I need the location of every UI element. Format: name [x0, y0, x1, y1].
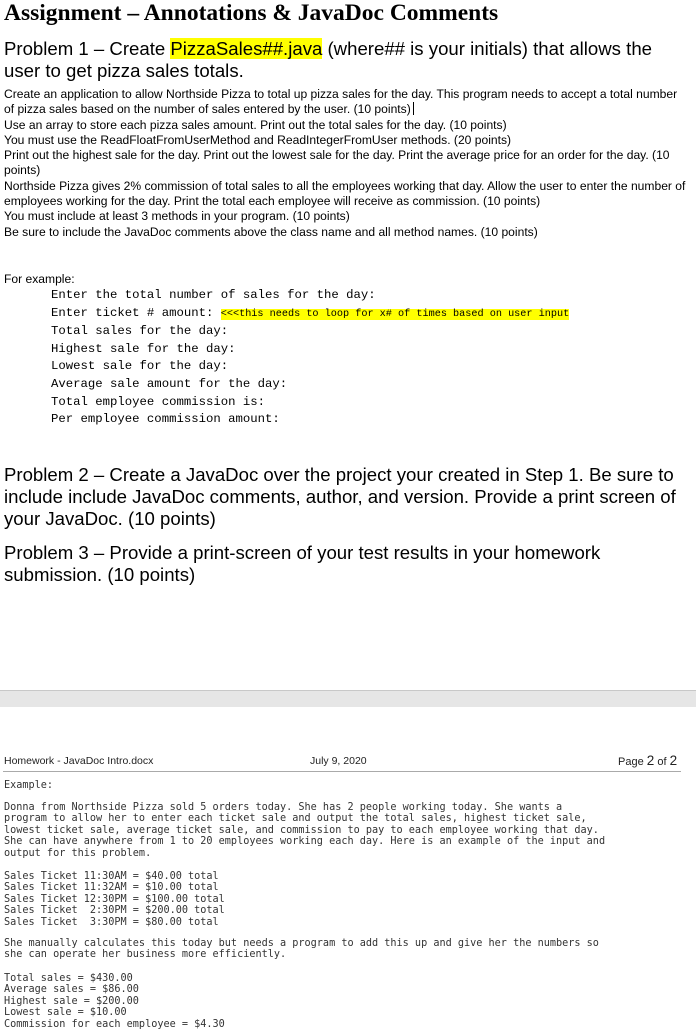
manual-calc-paragraph: She manually calculates this today but needs a program to add this up and give her the numbers so she can operate her business more efficiently. — [4, 938, 599, 961]
example-output-block — [51, 287, 569, 429]
document-title: Assignment – Annotations & JavaDoc Comments — [4, 0, 499, 26]
example-line: Enter ticket # amount: <<<this needs to loop for x# of times based on user input — [51, 305, 570, 320]
example-line: Total employee commission is: — [51, 394, 266, 409]
scenario-paragraph: Donna from Northside Pizza sold 5 orders today. She has 2 people working today. She wants a program to allow her to enter each ticket sale and output the total sales, highest ticket sale, lowest ticket sale, average ticket sale, and commission to pay to each employee working that day. She can have anywhere from 1 to 20 employees working each day. Here is an example of the input and output for this problem. — [4, 802, 606, 859]
highlighted-filename: PizzaSales##.java — [170, 38, 323, 59]
text-cursor — [413, 102, 414, 115]
requirement-line: Be sure to include the JavaDoc comments above the class name and all method names. (10 points) — [4, 224, 538, 239]
sales-tickets-list: Sales Ticket 11:30AM = $40.00 total Sales Ticket 11:32AM = $10.00 total Sales Ticket 12:30PM = $100.00 total Sales Ticket 2:30PM = $200.00 total Sales Ticket 3:30PM = $80.00 total — [4, 871, 225, 928]
problem-1-heading — [4, 38, 684, 82]
example-line: Lowest sale for the day: — [51, 359, 229, 374]
example-line: Total sales for the day: — [51, 324, 229, 339]
requirement-line: Northside Pizza gives 2% commission of total sales to all the employees working that day. Allow the user to enter the number of employees working for the day. Print the total each employee will receive as commission. (10 points) — [4, 178, 686, 209]
requirement-line: You must use the ReadFloatFromUserMethod and ReadIntegerFromUser methods. (20 points) — [4, 132, 512, 147]
problem-2-heading: Problem 2 – Create a JavaDoc over the project your created in Step 1. Be sure to include include JavaDoc comments, author, and version. Provide a print screen of your JavaDoc. (10 points) — [4, 464, 676, 529]
page-separator — [0, 690, 696, 708]
example-line: Average sale amount for the day: — [51, 376, 288, 391]
requirements-list — [4, 87, 688, 240]
expected-results: Total sales = $430.00 Average sales = $86.00 Highest sale = $200.00 Lowest sale = $10.00 Commission for each employee = $4.30 — [4, 973, 225, 1030]
example-line: Highest sale for the day: — [51, 341, 236, 356]
for-example-label: For example: — [4, 272, 75, 286]
requirement-line: You must include at least 3 methods in your program. (10 points) — [4, 209, 350, 224]
header-filename: Homework - JavaDoc Intro.docx — [4, 755, 154, 767]
example-label: Example: — [4, 780, 54, 791]
problem-1-prefix: Problem 1 – Create — [4, 38, 171, 59]
requirement-line: Print out the highest sale for the day. Print out the lowest sale for the day. Print the average price for an order for the day. (10 points) — [4, 148, 670, 178]
loop-note-highlight: <<<this needs to loop for x# of times based on user input — [220, 308, 570, 320]
example-line: Enter the total number of sales for the day: — [51, 288, 376, 302]
header-page-number: Page 2 of 2 — [618, 753, 678, 768]
problem-3-heading: Problem 3 – Provide a print-screen of your test results in your homework submission. (10 points) — [4, 542, 601, 585]
problem-1-suffix: (where## is your initials) that allows the user to get pizza sales totals. — [4, 38, 652, 81]
requirement-line: Create an application to allow Northside Pizza to total up pizza sales for the day. This program needs to accept a total number of pizza sales based on the number of sales entered by the user. (10 points) — [4, 87, 678, 117]
requirement-line: Use an array to store each pizza sales amount. Print out the total sales for the day. (10 points) — [4, 117, 507, 132]
header-rule — [3, 771, 681, 772]
document-page-2 — [0, 707, 696, 1035]
header-date: July 9, 2020 — [310, 755, 367, 767]
example-line: Per employee commission amount: — [51, 412, 280, 427]
